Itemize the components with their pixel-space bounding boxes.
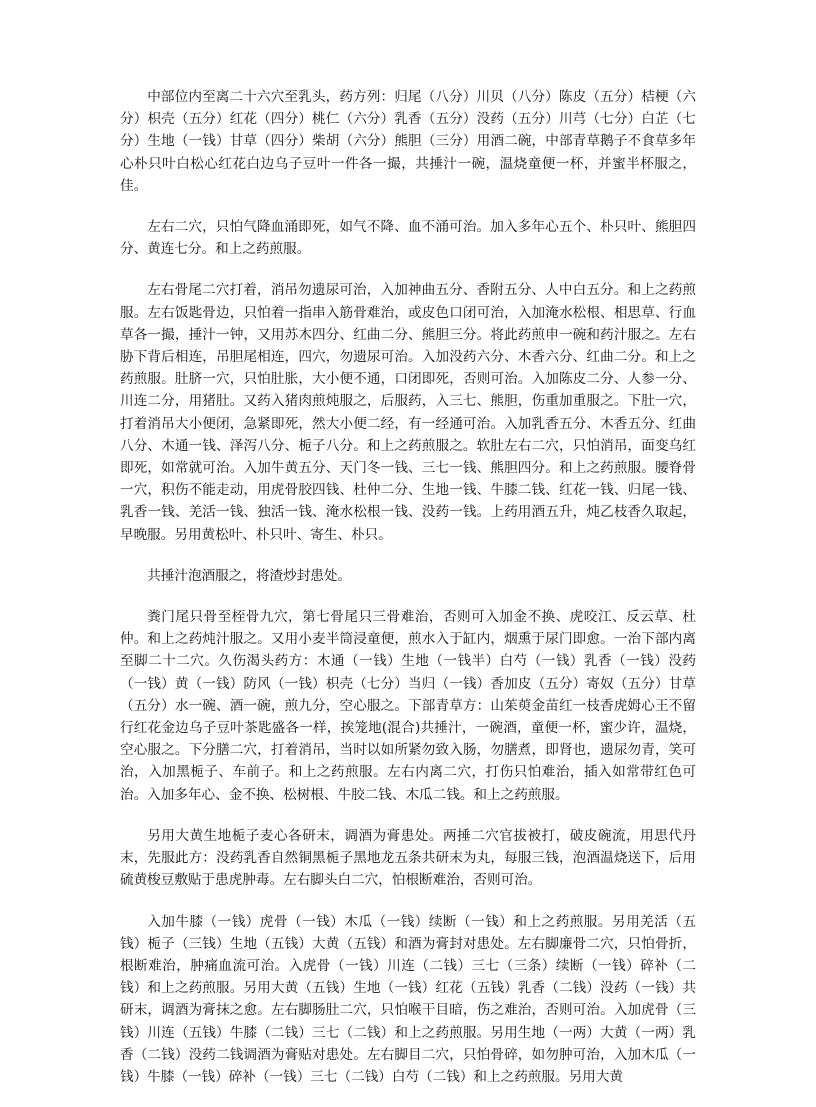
- paragraph-2: 左右二穴，只怕气降血涌即死，如气不降、血不涌可治。加入多年心五个、朴只叶、熊胆四分、黄连七分。和上之药煎服。: [120, 219, 696, 258]
- paragraph-7: 入加牛膝（一钱）虎骨（一钱）木瓜（一钱）续断（一钱）和上之药煎服。另用羌活（五钱）栀子（三钱）生地（五钱）大黄（五钱）和酒为膏封对患处。左右脚廉骨二穴，只怕骨折，根断难治，肿痛血流可治。入虎骨（一钱）川连（二钱）三七（三条）续断（一钱）碎补（二钱）和上之药煎服。另用大黄（五钱）生地（一钱）红花（五钱）乳香（二钱）没药（一钱）共研末，调酒为膏抹之愈。左右脚肠肚二穴，只怕喉干目暗，伤之难治，否则可治。入加虎骨（三钱）川连（五钱）牛膝（二钱）三七（二钱）和上之药煎服。另用生地（一两）大黄（一两）乳香（二钱）没药二钱调酒为膏贴对患处。左右脚目二穴，只怕骨碎，如勿肿可治，入加木瓜（一钱）牛膝（一钱）碎补（一钱）三七（二钱）白芍（二钱）和上之药煎服。另用大黄: [120, 913, 696, 1085]
- document-page: [120, 86, 696, 1107]
- paragraph-4: 共捶汁泡酒服之，将渣炒封患处。: [147, 567, 352, 584]
- paragraph-6: 另用大黄生地栀子麦心各研末，调酒为膏患处。两捶二穴官拔被打，破皮碗流，用思代丹末，先服此方：没药乳香自然铜黑栀子黑地龙五条共研末为丸，每服三钱，泡酒温烧送下，后用硫黄梭豆敷贴于患虎肿毒。左右脚头白二穴，怕根断难治，否则可治。: [120, 827, 696, 889]
- paragraph-5: 粪门尾只骨至桎骨九穴，第七骨尾只三骨难治，否则可入加金不换、虎咬江、反云草、杜仲。和上之药炖汁服之。又用小麦半筒浸童便，煎水入于缸内，烟熏于尿门即愈。一治下部内离至脚二十二穴。久伤渴头药方：木通（一钱）生地（一钱半）白芍（一钱）乳香（一钱）没药（一钱）黄（一钱）防风（一钱）枳壳（七分）当归（一钱）香加皮（五分）寄奴（五分）甘草（五分）水一碗、酒一碗，煎九分，空心服之。下部青草方：山茱萸金苗红一枝香虎姆心王不留行红花金边乌子豆叶茶匙盛各一样，挨笼地(混合)共捶汁，一碗酒，童便一杯，蜜少许，温烧，空心服之。下分膳二穴，打着消吊，当时以如所紧勿致入肠，勿膳煮，即肾也，遗尿勿青，笑可治，入加黑栀子、车前子。和上之药煎服。左右内离二穴，打伤只怕难治，插入如常带红色可治。入加多年心、金不换、松树根、牛胶二钱、木瓜二钱。和上之药煎服。: [120, 609, 696, 803]
- paragraph-3: 左右骨尾二穴打着，消吊勿遗尿可治，入加神曲五分、香附五分、人中白五分。和上之药煎服。左右饭匙骨边，只怕着一指串入筋骨难治，或皮色口闭可治，入加淹水松根、相思草、行血草各一撮，捶汁一钟，又用苏木四分、红曲二分、熊胆三分。将此药煎申一碗和药汁服之。左右胁下背后相连，吊胆尾相连，四穴，勿遗尿可治。入加没药六分、木香六分、红曲二分。和上之药煎服。肚脐一穴，只怕肚胀，大小便不通，口闭即死，否则可治。入加陈皮二分、人参一分、川连二分，用猪肚。又药入猪肉煎炖服之，后服药，入三七、熊胆，伤重加重服之。下肚一穴，打着消吊大小便闭，急紧即死，然大小便二经，有一经通可治。入加乳香五分、木香五分、红曲八分、木通一钱、泽泻八分、栀子八分。和上之药煎服之。软肚左右二穴，只怕消吊，面变乌红即死，如常就可治。入加牛黄五分、天门冬一钱、三七一钱、熊胆四分。和上之药煎服。腰脊骨一穴，积伤不能走动，用虎骨胶四钱、杜仲二分、生地一钱、牛膝二钱、红花一钱、归尾一钱、乳香一钱、羌活一钱、独活一钱、淹水松根一钱、没药一钱。上药用酒五升，炖乙枝香久取起，早晚服。另用黄松叶、朴只叶、寄生、朴只。: [120, 282, 696, 543]
- paragraph-1: 中部位内至离二十六穴至乳头，药方列：归尾（八分）川贝（八分）陈皮（五分）桔梗（六分）枳壳（五分）红花（四分）桃仁（六分）乳香（五分）没药（五分）川芎（七分）白芷（七分）生地（一钱）甘草（四分）柴胡（六分）熊胆（三分）用酒二碗，中部青草鹅子不食草多年心朴只叶白松心红花白边乌子豆叶一件各一撮，共捶汁一碗，温烧童便一杯，并蜜半杯服之，佳。: [120, 89, 696, 194]
